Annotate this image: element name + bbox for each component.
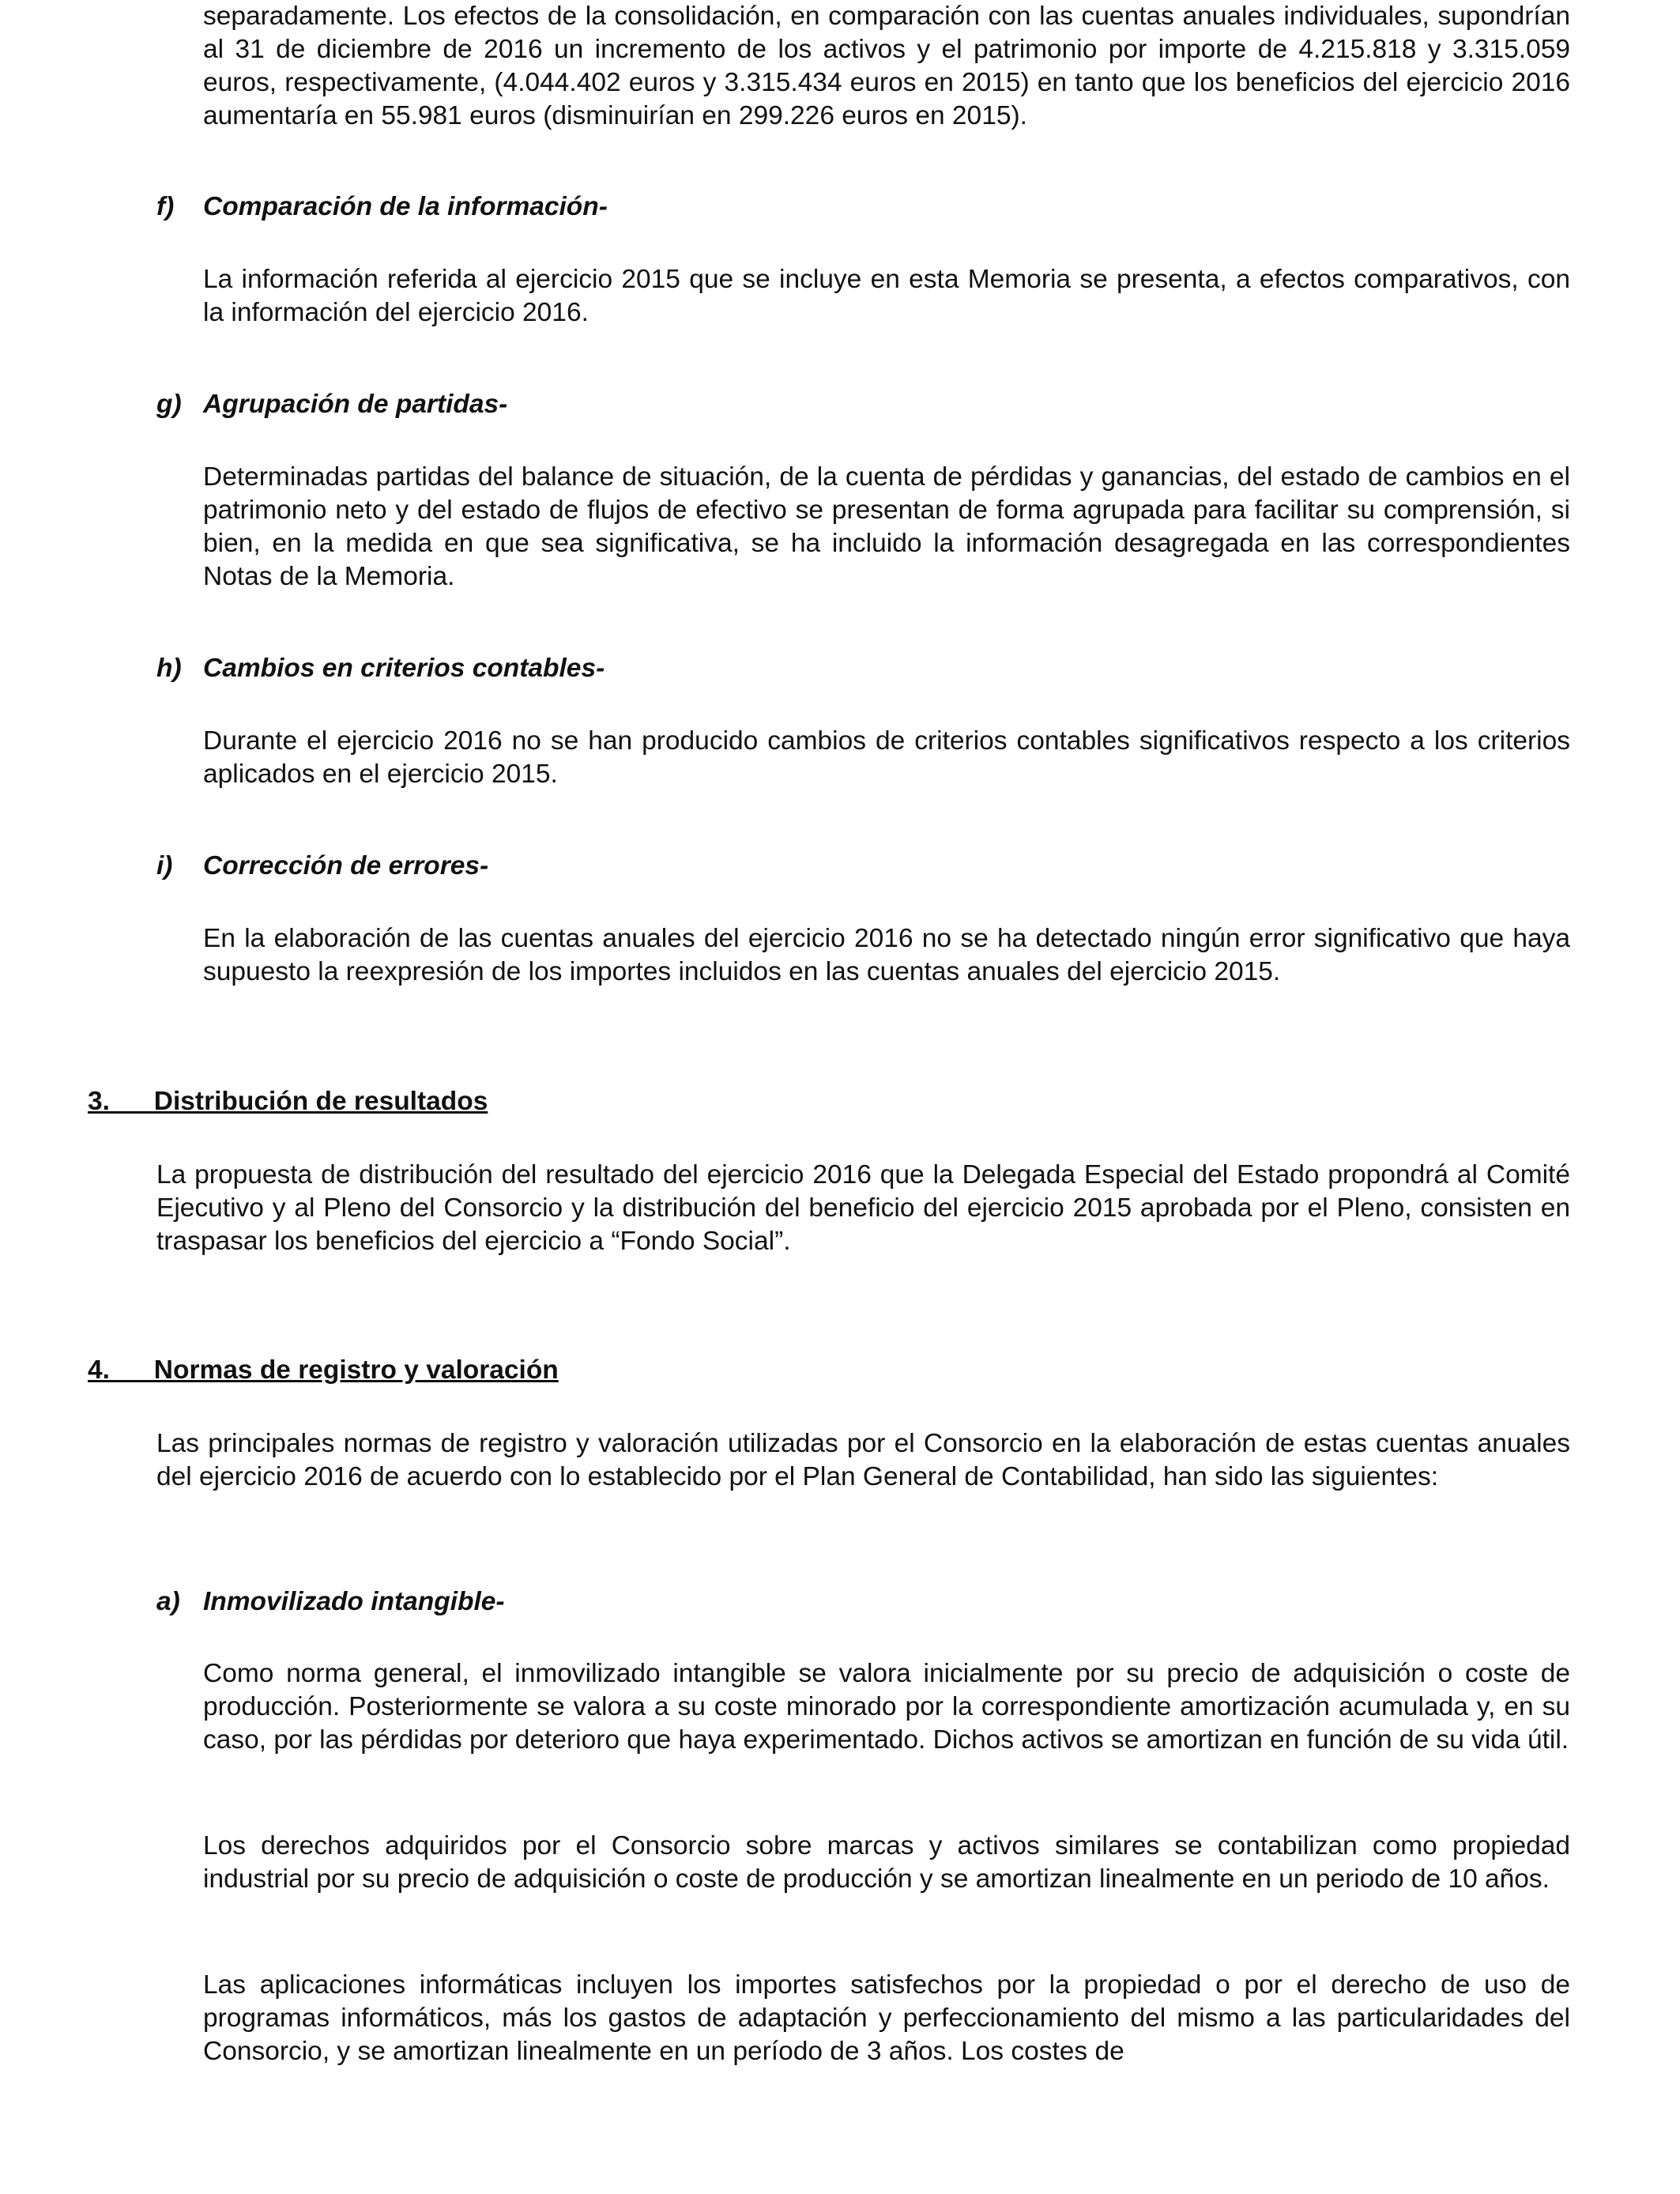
paragraph-section-4-intro: Las principales normas de registro y valoración utilizadas por el Consorcio en la elaboración de estas cuentas anuales del ejercicio 2016 de acuerdo con lo establecido por el Plan General de Contabilidad, han sido las siguientes: [156, 1429, 1570, 1491]
subheading-title: Corrección de errores- [203, 851, 489, 880]
section-heading-3: 3. Distribución de resultados [88, 1087, 488, 1116]
section-heading-4: 4. Normas de registro y valoración [88, 1355, 559, 1385]
paragraph-a-2: Los derechos adquiridos por el Consorcio sobre marcas y activos similares se contabilizan como propiedad industrial por su precio de adquisición o coste de producción y se amortizan linealmente en un periodo de 10 años. [203, 1831, 1570, 1894]
subheading-a [156, 1585, 505, 1619]
paragraph-i: En la elaboración de las cuentas anuales del ejercicio 2016 no se ha detectado ningún error significativo que haya supuesto la reexpresión de los importes incluidos en las cuentas anuales del ejercicio 2015. [203, 924, 1570, 986]
subheading-g [156, 388, 507, 421]
paragraph-a-1: Como norma general, el inmovilizado intangible se valora inicialmente por su precio de adquisición o coste de producción. Posteriormente se valora a su coste minorado por la correspondiente amortización acumulada y, en su caso, por las pérdidas por deterioro que haya experimentado. Dichos activos se amortizan en función de su vida útil. [203, 1659, 1570, 1755]
paragraph-a-3: Las aplicaciones informáticas incluyen los importes satisfechos por la propiedad o por el derecho de uso de programas informáticos, más los gastos de adaptación y perfeccionamiento del mismo a las particularidades del Consorcio, y se amortizan linealmente en un período de 3 años. Los costes de [203, 1970, 1570, 2066]
subheading-title: Inmovilizado intangible- [203, 1587, 505, 1616]
subheading-h [156, 652, 605, 685]
paragraph-h: Durante el ejercicio 2016 no se han producido cambios de criterios contables significativos respecto a los criterios aplicados en el ejercicio 2015. [203, 726, 1570, 789]
subheading-title: Agrupación de partidas- [203, 390, 508, 419]
subheading-title: Cambios en criterios contables- [203, 654, 605, 683]
intro-paragraph: separadamente. Los efectos de la consolidación, en comparación con las cuentas anuales individuales, supondrían al 31 de diciembre de 2016 un incremento de los activos y el patrimonio por importe de 4.215.818 y 3.315.059 euros, respectivamente, (4.044.402 euros y 3.315.434 euros en 2015) en tanto que los beneficios del ejercicio 2016 aumentaría en 55.981 euros (disminuirían en 299.226 euros en 2015). [203, 2, 1570, 130]
subheading-f [156, 190, 608, 224]
subheading-letter: g) [156, 390, 182, 419]
subheading-letter: h) [156, 654, 182, 683]
subheading-title: Comparación de la información- [203, 192, 608, 221]
paragraph-f: La información referida al ejercicio 2015 que se incluye en esta Memoria se presenta, a efectos comparativos, con la información del ejercicio 2016. [203, 265, 1570, 327]
paragraph-g: Determinadas partidas del balance de situación, de la cuenta de pérdidas y ganancias, del estado de cambios en el patrimonio neto y del estado de flujos de efectivo se presentan de forma agrupada para facilitar su comprensión, si bien, en la medida en que sea significativa, se ha incluido la información desagregada en las correspondientes Notas de la Memoria. [203, 462, 1570, 591]
paragraph-section-3: La propuesta de distribución del resultado del ejercicio 2016 que la Delegada Especial del Estado propondrá al Comité Ejecutivo y al Pleno del Consorcio y la distribución del beneficio del ejercicio 2015 aprobada por el Pleno, consisten en traspasar los beneficios del ejercicio a “Fondo Social”. [156, 1160, 1570, 1256]
subheading-i [156, 850, 488, 883]
subheading-letter: f) [156, 192, 175, 221]
subheading-letter: i) [156, 851, 173, 880]
subheading-letter: a) [156, 1587, 180, 1616]
